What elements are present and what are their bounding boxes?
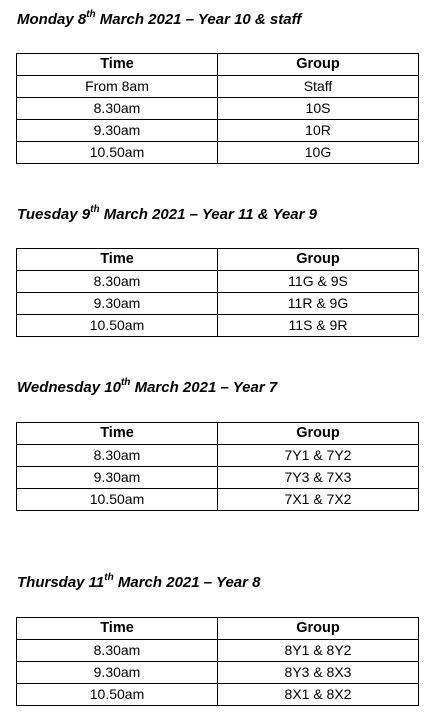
heading-rest: March 2021 – Year 10 & staff bbox=[95, 11, 302, 28]
heading-rest: March 2021 – Year 8 bbox=[113, 574, 261, 591]
column-header-group: Group bbox=[218, 423, 419, 445]
schedule-table-wednesday bbox=[16, 422, 419, 511]
time-cell: From 8am bbox=[17, 76, 218, 98]
group-cell: 8X1 & 8X2 bbox=[218, 684, 419, 706]
section-heading-thursday bbox=[17, 574, 261, 592]
table-row bbox=[17, 271, 419, 293]
group-cell: Staff bbox=[218, 76, 419, 98]
heading-day: Wednesday 10 bbox=[17, 379, 121, 396]
table-row bbox=[17, 467, 419, 489]
heading-ordinal: th bbox=[104, 572, 114, 583]
time-cell: 10.50am bbox=[17, 684, 218, 706]
schedule-table-tuesday bbox=[16, 248, 419, 337]
column-header-group: Group bbox=[218, 618, 419, 640]
group-cell: 7X1 & 7X2 bbox=[218, 489, 419, 511]
heading-ordinal: th bbox=[120, 377, 131, 388]
table-header-row bbox=[17, 54, 419, 76]
heading-ordinal: th bbox=[90, 204, 100, 215]
group-cell: 10R bbox=[218, 120, 419, 142]
table-row bbox=[17, 315, 419, 337]
schedule-table-thursday bbox=[16, 617, 419, 706]
section-heading-tuesday bbox=[17, 206, 317, 224]
time-cell: 8.30am bbox=[17, 271, 218, 293]
heading-day: Tuesday 9 bbox=[17, 206, 91, 223]
heading-rest: March 2021 – Year 11 & Year 9 bbox=[99, 206, 317, 223]
time-cell: 10.50am bbox=[17, 315, 218, 337]
table-header-row bbox=[17, 249, 419, 271]
group-cell: 10S bbox=[218, 98, 419, 120]
time-cell: 9.30am bbox=[17, 120, 218, 142]
time-cell: 8.30am bbox=[17, 640, 218, 662]
column-header-group: Group bbox=[218, 249, 419, 271]
time-cell: 9.30am bbox=[17, 293, 218, 315]
column-header-time: Time bbox=[17, 618, 218, 640]
time-cell: 8.30am bbox=[17, 445, 218, 467]
group-cell: 10G bbox=[218, 142, 419, 164]
group-cell: 11G & 9S bbox=[218, 271, 419, 293]
time-cell: 10.50am bbox=[17, 142, 218, 164]
group-cell: 11S & 9R bbox=[218, 315, 419, 337]
heading-day: Monday 8 bbox=[17, 11, 87, 28]
group-cell: 8Y1 & 8Y2 bbox=[218, 640, 419, 662]
section-heading-monday bbox=[17, 11, 301, 29]
group-cell: 8Y3 & 8X3 bbox=[218, 662, 419, 684]
table-row bbox=[17, 684, 419, 706]
table-row bbox=[17, 120, 419, 142]
heading-ordinal: th bbox=[86, 9, 96, 20]
group-cell: 7Y3 & 7X3 bbox=[218, 467, 419, 489]
time-cell: 9.30am bbox=[17, 662, 218, 684]
table-row bbox=[17, 640, 419, 662]
schedule-table-monday bbox=[16, 53, 419, 164]
heading-day: Thursday 11 bbox=[17, 574, 105, 591]
column-header-time: Time bbox=[17, 249, 218, 271]
column-header-group: Group bbox=[218, 54, 419, 76]
heading-rest: March 2021 – Year 7 bbox=[130, 379, 278, 396]
time-cell: 8.30am bbox=[17, 98, 218, 120]
table-header-row bbox=[17, 618, 419, 640]
table-row bbox=[17, 98, 419, 120]
table-row bbox=[17, 489, 419, 511]
table-row bbox=[17, 76, 419, 98]
table-row bbox=[17, 445, 419, 467]
section-heading-wednesday bbox=[17, 379, 277, 397]
group-cell: 11R & 9G bbox=[218, 293, 419, 315]
table-row bbox=[17, 293, 419, 315]
table-row bbox=[17, 662, 419, 684]
time-cell: 9.30am bbox=[17, 467, 218, 489]
column-header-time: Time bbox=[17, 54, 218, 76]
group-cell: 7Y1 & 7Y2 bbox=[218, 445, 419, 467]
column-header-time: Time bbox=[17, 423, 218, 445]
table-row bbox=[17, 142, 419, 164]
time-cell: 10.50am bbox=[17, 489, 218, 511]
table-header-row bbox=[17, 423, 419, 445]
